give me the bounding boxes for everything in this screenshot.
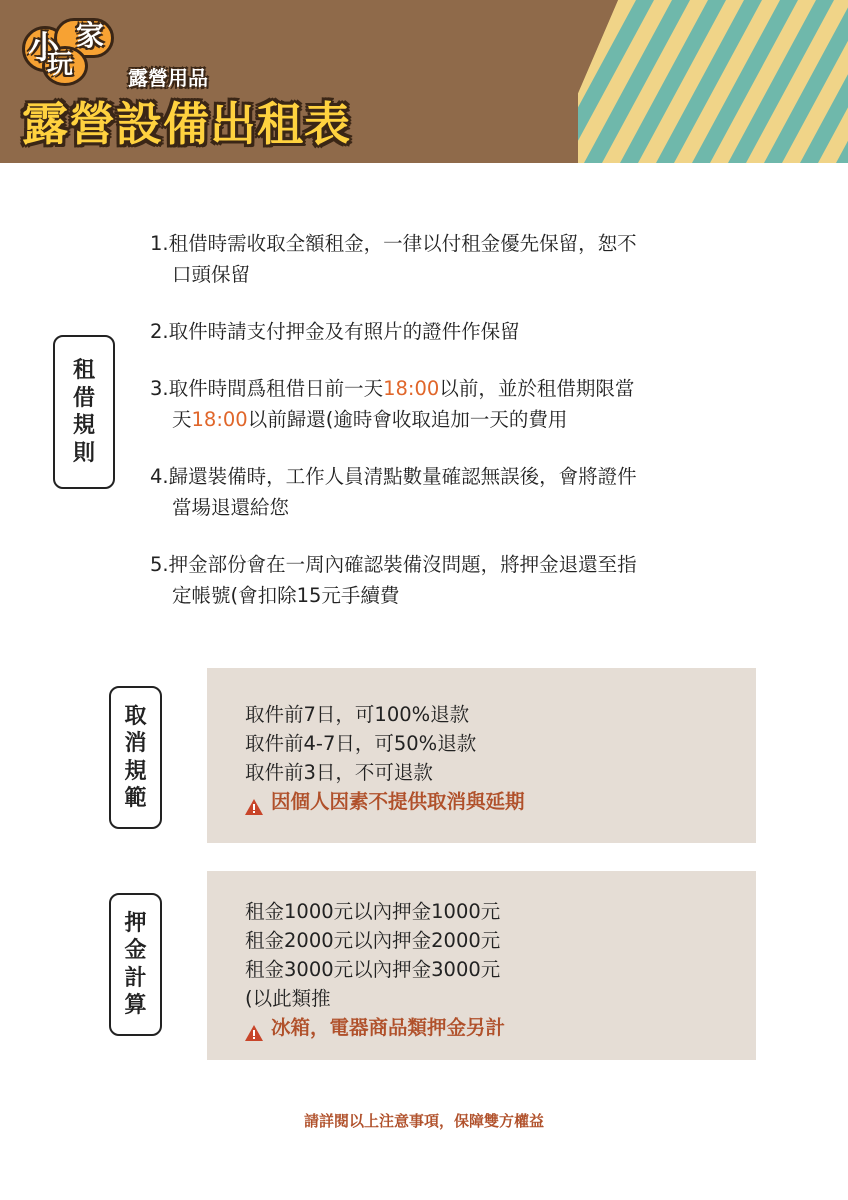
- deposit-section-label: 押 金 計 算: [109, 893, 162, 1036]
- rule-item: 4.歸還裝備時，工作人員清點數量確認無誤後，會將證件 當場退還給您: [150, 465, 637, 519]
- deposit-line: 租金3000元以內押金3000元: [245, 958, 501, 981]
- cancel-warning: 因個人因素不提供取消與延期: [245, 787, 756, 816]
- stripe-decoration: [578, 0, 848, 163]
- deposit-line: 租金2000元以內押金2000元: [245, 929, 501, 952]
- warning-triangle-icon: [245, 794, 263, 810]
- rule-item: 1.租借時需收取全額租金，一律以付租金優先保留，恕不 口頭保留: [150, 232, 637, 286]
- rules-section-label: 租 借 規 則: [53, 335, 115, 489]
- cancel-line: 取件前3日，不可退款: [245, 761, 433, 784]
- footer-notice: 請詳閱以上注意事項，保障雙方權益: [303, 1112, 544, 1130]
- deposit-policy-box: [207, 871, 756, 1060]
- brand-char-1: 小: [28, 28, 61, 66]
- cancel-policy-box: [207, 668, 756, 843]
- page-title: 露營設備出租表: [22, 97, 351, 151]
- deposit-line: (以此類推: [245, 987, 331, 1010]
- cancel-line: 取件前7日，可100%退款: [245, 703, 470, 726]
- pickup-time: 18:00: [383, 377, 440, 400]
- deposit-warning: 冰箱，電器商品類押金另計: [245, 1013, 756, 1042]
- rental-rules-list: [150, 228, 770, 637]
- rule-item: 5.押金部份會在一周內確認裝備沒問題，將押金退還至指 定帳號(會扣除15元手續費: [150, 553, 637, 607]
- return-time: 18:00: [191, 408, 248, 431]
- warning-triangle-icon: [245, 1020, 263, 1036]
- rule-item: 2.取件時請支付押金及有照片的證件作保留: [150, 320, 520, 343]
- cancel-line: 取件前4-7日，可50%退款: [245, 732, 477, 755]
- brand-char-2: 玩: [47, 50, 74, 80]
- cancel-section-label: 取 消 規 範: [109, 686, 162, 829]
- header-banner: [0, 0, 848, 163]
- rule-item: 3.取件時間爲租借日前一天18:00以前，並於租借期限當 天18:00以前歸還(逾時會收取追加一天的費用: [150, 377, 635, 431]
- brand-char-3: 家: [76, 19, 105, 52]
- brand-subtitle: 露營用品: [128, 66, 208, 90]
- deposit-line: 租金1000元以內押金1000元: [245, 900, 501, 923]
